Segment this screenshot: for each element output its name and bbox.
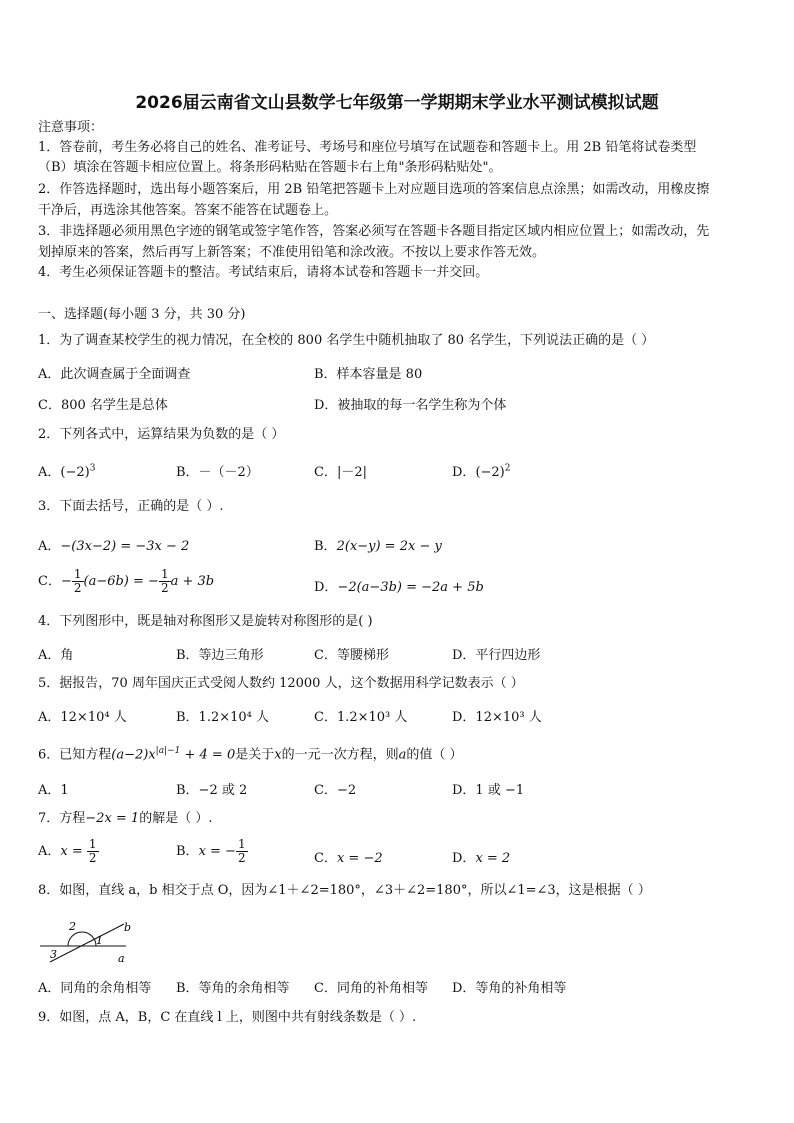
q2-option-d-expr: (−2) bbox=[475, 465, 505, 480]
q2-option-a-exp: 3 bbox=[89, 463, 96, 474]
q3-option-c-frac1 bbox=[72, 568, 84, 595]
q3-option-b bbox=[314, 535, 442, 554]
q4-option-a: A．角 bbox=[38, 648, 74, 663]
page-title: 2026届云南省文山县数学七年级第一学期期末学业水平测试模拟试题 bbox=[135, 93, 659, 113]
q2-option-a-expr: (−2) bbox=[60, 465, 90, 480]
section-heading: 一、选择题(每小题 3 分，共 30 分) bbox=[38, 307, 246, 322]
notice-line-3: 2．作答选择题时，选出每小题答案后，用 2B 铅笔把答题卡上对应题目选项的答案信息点涂黑；如需改动，用橡皮擦 bbox=[38, 182, 710, 197]
q3-option-c-label: C． bbox=[38, 574, 61, 589]
q5-option-d: D．12×10³ 人 bbox=[452, 710, 542, 725]
notice-line-6: 划掉原来的答案，然后再写上新答案；不准使用铅笔和涂改液。不按以上要求作答无效。 bbox=[38, 245, 546, 260]
q2-option-d-label: D． bbox=[452, 465, 476, 480]
q8-stem: 8．如图，直线 a，b 相交于点 O，因为∠1＋∠2=180°，∠3＋∠2=180°，所以∠1=∠3，这是根据（ ） bbox=[38, 883, 651, 898]
q6-stem-x: x bbox=[274, 747, 282, 763]
q2-option-c: C．|－2| bbox=[314, 465, 367, 480]
q2-option-d-exp: 2 bbox=[504, 463, 511, 474]
q7-option-c-label: C． bbox=[314, 851, 337, 866]
q3-option-c-mid: (a−6b) = − bbox=[83, 574, 159, 589]
q7-option-c-expr: x = −2 bbox=[336, 851, 383, 866]
q3-option-a bbox=[38, 535, 189, 554]
q9-stem: 9．如图，点 A，B，C 在直线 l 上，则图中共有射线条数是（ ）. bbox=[38, 1010, 417, 1025]
q7-option-b-label: B． bbox=[176, 844, 199, 859]
q6-option-c: C．−2 bbox=[314, 783, 357, 798]
q3-option-b-label: B． bbox=[314, 539, 337, 554]
q7-option-d-label: D． bbox=[452, 851, 476, 866]
q5-option-b: B．1.2×10⁴ 人 bbox=[176, 710, 270, 725]
q6-stem-expr: (a−2)x bbox=[111, 747, 156, 763]
notice-line-1: 1．答卷前，考生务必将自己的姓名、准考证号、考场号和座位号填写在试题卷和答题卡上。用 2B 铅笔将试卷类型 bbox=[38, 140, 697, 155]
q4-option-d: D．平行四边形 bbox=[452, 648, 541, 663]
q7-option-b bbox=[176, 838, 248, 865]
notice-heading: 注意事项： bbox=[38, 120, 104, 135]
q8-option-c: C．同角的补角相等 bbox=[314, 981, 428, 996]
notice-line-4: 干净后，再选涂其他答案。答案不能答在试题卷上。 bbox=[38, 203, 338, 218]
q3-option-d bbox=[314, 576, 484, 595]
q6-stem-post: 的值（ ） bbox=[406, 747, 463, 763]
q3-option-c bbox=[38, 568, 214, 595]
q6-stem-pre: 6．已知方程 bbox=[38, 747, 112, 763]
q7-option-d-expr: x = 2 bbox=[475, 851, 511, 866]
q6-option-a: A．1 bbox=[38, 783, 69, 798]
q7-option-b-frac bbox=[236, 838, 248, 865]
q8-option-d: D．等角的补角相等 bbox=[452, 981, 567, 996]
q6-option-b: B．−2 或 2 bbox=[176, 783, 248, 798]
q1-option-d: D．被抽取的每一名学生称为个体 bbox=[314, 398, 507, 413]
q6-option-d: D．1 或 −1 bbox=[452, 783, 525, 798]
q2-option-a-label: A． bbox=[38, 465, 61, 480]
line-b bbox=[50, 924, 124, 962]
q6-stem-a: a bbox=[398, 747, 407, 763]
q2-stem: 2．下列各式中，运算结果为负数的是（ ） bbox=[38, 427, 285, 442]
q4-option-b: B．等边三角形 bbox=[176, 648, 264, 663]
q1-option-b: B．样本容量是 80 bbox=[314, 367, 423, 382]
fig-label-a: a bbox=[118, 952, 125, 965]
q7-option-a-lhs: x = bbox=[60, 844, 83, 859]
q6-stem-expr2: + 4 = 0 bbox=[180, 747, 236, 763]
q3-frac2-den: 2 bbox=[160, 581, 169, 595]
q2-option-b: B．－（－2） bbox=[176, 465, 259, 480]
q7-option-b-lhs: x = − bbox=[198, 844, 236, 859]
q8-figure bbox=[38, 918, 148, 966]
q3-option-c-frac2 bbox=[159, 568, 171, 595]
q8-option-b: B．等角的余角相等 bbox=[176, 981, 290, 996]
fig-label-2: 2 bbox=[69, 920, 76, 933]
q3-option-b-expr: 2(x−y) = 2x − y bbox=[336, 539, 442, 554]
q3-stem: 3．下面去括号，正确的是（ ）. bbox=[38, 499, 224, 514]
q4-option-c: C．等腰梯形 bbox=[314, 648, 389, 663]
notice-line-5: 3．非选择题必须用黑色字迹的钢笔或签字笔作答，答案必须写在答题卡各题目指定区域内相应位置上；如需改动，先 bbox=[38, 224, 710, 239]
q7-b-num: 1 bbox=[237, 837, 246, 851]
q7-option-a bbox=[38, 838, 99, 865]
q5-option-a: A．12×10⁴ 人 bbox=[38, 710, 127, 725]
q7-stem-expr: −2x = 1 bbox=[85, 811, 140, 826]
q7-option-a-frac bbox=[87, 838, 99, 865]
q8-option-a: A．同角的余角相等 bbox=[38, 981, 152, 996]
notice-line-2: （B）填涂在答题卡相应位置上。将条形码粘贴在答题卡右上角"条形码粘贴处"。 bbox=[38, 160, 502, 175]
q3-option-d-expr: −2(a−3b) = −2a + 5b bbox=[337, 580, 484, 595]
q6-stem-mid: 是关于 bbox=[235, 747, 275, 763]
q7-option-c bbox=[314, 847, 383, 866]
q7-a-den: 2 bbox=[88, 851, 97, 865]
q3-option-c-pre: − bbox=[60, 574, 72, 589]
q7-option-a-label: A． bbox=[38, 844, 61, 859]
q7-b-den: 2 bbox=[237, 851, 246, 865]
q7-a-num: 1 bbox=[88, 837, 97, 851]
q2-option-a bbox=[38, 461, 95, 480]
q7-stem-post: 的解是（ ）. bbox=[139, 811, 213, 826]
fig-label-3: 3 bbox=[50, 948, 57, 961]
angle-arc bbox=[68, 932, 96, 946]
fig-label-b: b bbox=[124, 921, 132, 934]
q3-option-a-expr: −(3x−2) = −3x − 2 bbox=[60, 539, 190, 554]
q3-frac1-num: 1 bbox=[73, 567, 82, 581]
q5-stem: 5．据报告，70 周年国庆正式受阅人数约 12000 人，这个数据用科学记数表示（ ） bbox=[38, 676, 524, 691]
fig-label-1: 1 bbox=[96, 934, 103, 947]
q3-option-d-label: D． bbox=[314, 580, 338, 595]
q3-option-a-label: A． bbox=[38, 539, 61, 554]
q5-option-c: C．1.2×10³ 人 bbox=[314, 710, 408, 725]
q3-frac2-num: 1 bbox=[160, 567, 169, 581]
q7-option-d bbox=[452, 847, 510, 866]
q6-stem-exp: |a|−1 bbox=[155, 746, 181, 756]
q6-stem-mid2: 的一元一次方程，则 bbox=[281, 747, 399, 763]
notice-line-7: 4．考生必须保证答题卡的整洁。考试结束后，请将本试卷和答题卡一并交回。 bbox=[38, 265, 489, 280]
q4-stem: 4．下列图形中，既是轴对称图形又是旋转对称图形的是( ) bbox=[38, 614, 373, 629]
q3-frac1-den: 2 bbox=[73, 581, 82, 595]
q3-option-c-post: a + 3b bbox=[170, 574, 215, 589]
q7-stem bbox=[38, 809, 758, 829]
q1-stem: 1．为了调查某校学生的视力情况，在全校的 800 名学生中随机抽取了 80 名学生，下列说法正确的是（ ） bbox=[38, 333, 655, 348]
q7-stem-pre: 7．方程 bbox=[38, 811, 86, 826]
q1-option-c: C．800 名学生是总体 bbox=[38, 398, 168, 413]
q6-stem bbox=[38, 741, 758, 765]
q2-option-d bbox=[452, 461, 510, 480]
q1-option-a: A．此次调查属于全面调查 bbox=[38, 367, 191, 382]
